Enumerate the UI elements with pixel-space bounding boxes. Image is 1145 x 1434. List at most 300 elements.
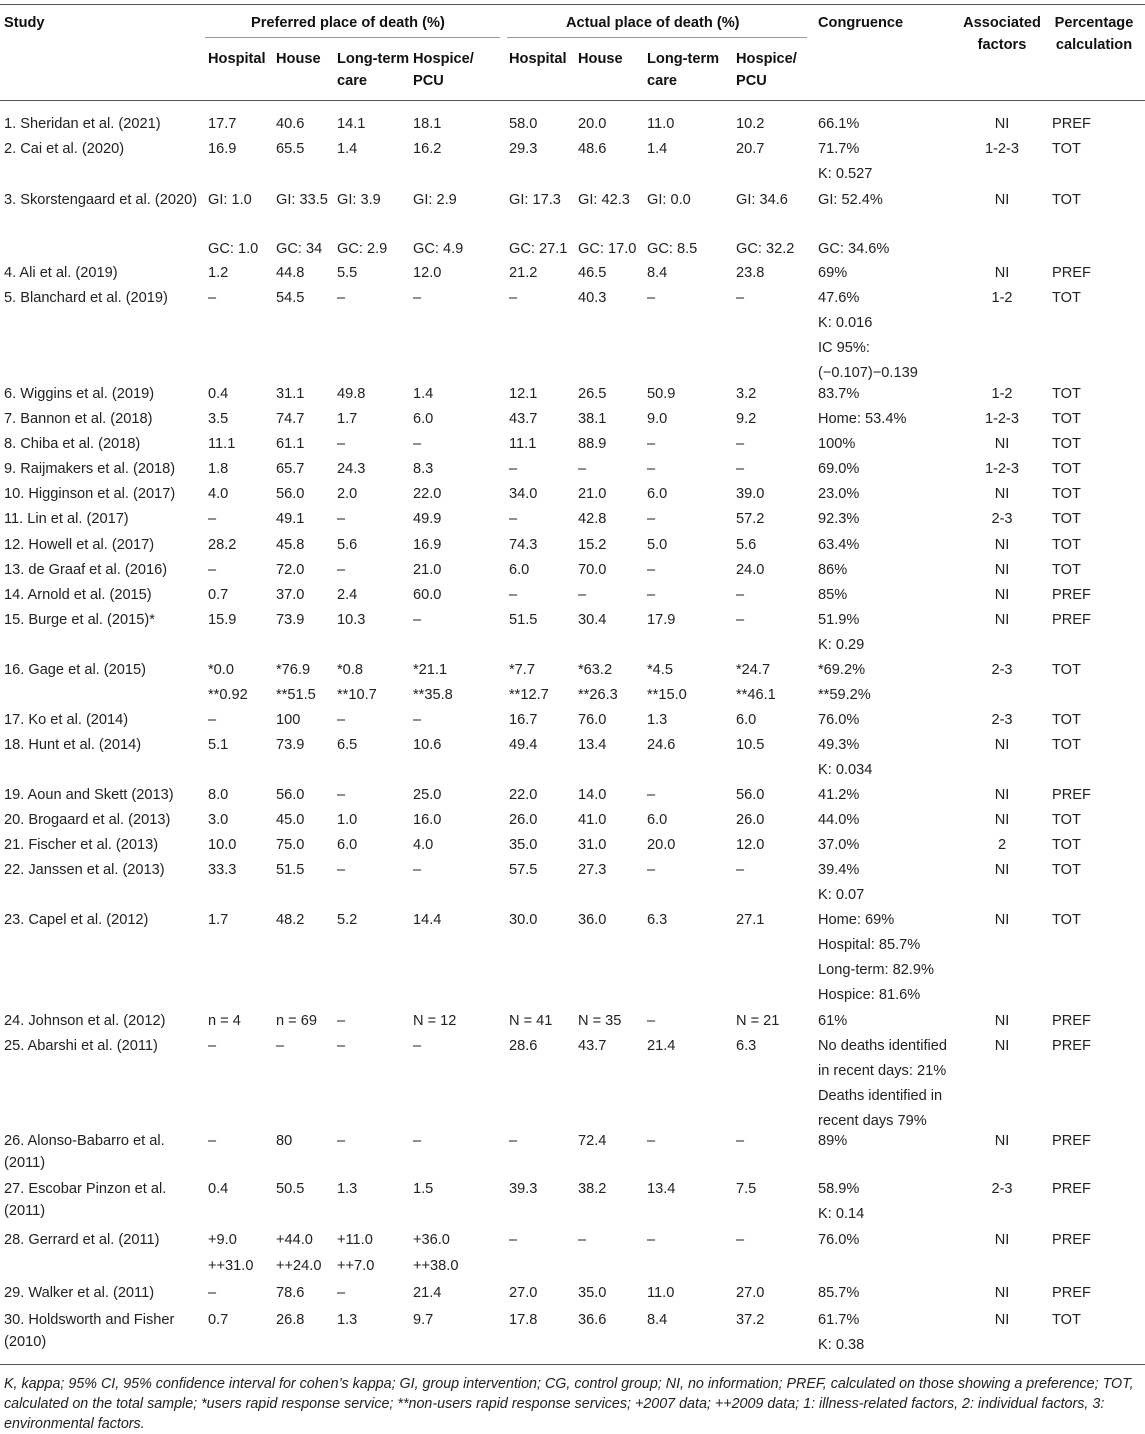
study-cell: 10. Higginson et al. (2017) xyxy=(4,486,176,502)
actual-value-cell: 35.0 xyxy=(578,1285,607,1301)
actual-value-cell: **15.0 xyxy=(647,687,687,703)
actual-value-cell: 70.0 xyxy=(578,562,607,578)
associated-factors-cell: NI xyxy=(994,737,1010,753)
study-cell: 27. Escobar Pinzon et al. (2011) xyxy=(4,1181,167,1219)
actual-value-cell: – xyxy=(736,1232,745,1248)
actual-value-cell: – xyxy=(509,587,518,603)
preferred-value-cell: 73.9 xyxy=(276,737,305,753)
associated-factors-cell: NI xyxy=(994,1133,1010,1149)
actual-value-cell: 20.0 xyxy=(578,116,607,132)
actual-value-cell: 57.2 xyxy=(736,511,765,527)
preferred-value-cell: 1.0 xyxy=(337,812,358,828)
actual-value-cell: 26.0 xyxy=(509,812,538,828)
actual-value-cell: 11.1 xyxy=(509,436,537,452)
actual-value-cell: – xyxy=(647,562,656,578)
preferred-value-cell: 6.5 xyxy=(337,737,358,753)
congruence-cell: 63.4% xyxy=(818,537,860,553)
preferred-value-cell: +9.0 xyxy=(208,1232,237,1248)
percentage-calc-cell: PREF xyxy=(1052,612,1091,628)
percentage-calc-cell: PREF xyxy=(1052,1013,1091,1029)
percentage-calc-cell: TOT xyxy=(1052,562,1081,578)
preferred-value-cell: 6.0 xyxy=(413,411,434,427)
study-cell: 16. Gage et al. (2015) xyxy=(4,662,146,678)
actual-value-cell: 27.0 xyxy=(736,1285,765,1301)
top-rule xyxy=(0,4,1145,5)
preferred-value-cell: 1.5 xyxy=(413,1181,434,1197)
preferred-value-cell: – xyxy=(208,1285,217,1301)
percentage-calc-cell: TOT xyxy=(1052,912,1081,928)
percentage-calc-cell: TOT xyxy=(1052,511,1081,527)
preferred-value-cell: 49.1 xyxy=(276,511,305,527)
congruence-cell: 66.1% xyxy=(818,116,860,132)
associated-factors-cell: NI xyxy=(994,1312,1010,1328)
actual-value-cell: – xyxy=(578,1232,587,1248)
actual-value-cell: 21.0 xyxy=(578,486,607,502)
congruence-cell: 69.0% xyxy=(818,461,860,477)
congruence-cell: 41.2% xyxy=(818,787,860,803)
actual-value-cell: 7.5 xyxy=(736,1181,757,1197)
study-cell: 12. Howell et al. (2017) xyxy=(4,537,155,553)
pref-hospital-header: Hospital xyxy=(208,51,266,67)
preferred-value-cell: – xyxy=(337,712,346,728)
actual-group-header: Actual place of death (%) xyxy=(566,15,740,31)
preferred-value-cell: 5.1 xyxy=(208,737,229,753)
congruence-cell: 83.7% xyxy=(818,386,860,402)
actual-value-cell: 49.4 xyxy=(509,737,538,753)
actual-value-cell: 13.4 xyxy=(578,737,607,753)
actual-value-cell: 36.6 xyxy=(578,1312,607,1328)
actual-value-cell: 48.6 xyxy=(578,141,607,157)
congruence-cell: 61.7% xyxy=(818,1312,860,1328)
preferred-value-cell: 45.0 xyxy=(276,812,305,828)
actual-value-cell: – xyxy=(647,862,656,878)
percentage-calc-cell: TOT xyxy=(1052,837,1081,853)
preferred-value-cell: – xyxy=(337,862,346,878)
preferred-value-cell: 3.5 xyxy=(208,411,229,427)
actual-value-cell: 57.5 xyxy=(509,862,538,878)
preferred-value-cell: 8.0 xyxy=(208,787,229,803)
congruence-header: Congruence xyxy=(818,15,904,31)
pref-house-header: House xyxy=(276,51,321,67)
actual-value-cell: 50.9 xyxy=(647,386,676,402)
percentage-calc-cell: PREF xyxy=(1052,1232,1091,1248)
associated-factors-cell: NI xyxy=(994,562,1010,578)
actual-value-cell: 12.1 xyxy=(509,386,538,402)
percentage-calc-cell: TOT xyxy=(1052,290,1081,306)
preferred-value-cell: 12.0 xyxy=(413,265,442,281)
preferred-value-cell: 1.4 xyxy=(413,386,434,402)
actual-value-cell: 17.8 xyxy=(509,1312,538,1328)
preferred-value-cell: 24.3 xyxy=(337,461,366,477)
preferred-value-cell: GC: 4.9 xyxy=(413,241,464,257)
actual-value-cell: 39.0 xyxy=(736,486,765,502)
actual-value-cell: 1.4 xyxy=(647,141,668,157)
preferred-value-cell: 1.2 xyxy=(208,265,229,281)
actual-value-cell: 6.0 xyxy=(647,486,668,502)
preferred-value-cell: GI: 2.9 xyxy=(413,192,457,208)
actual-value-cell: 13.4 xyxy=(647,1181,676,1197)
pref-hospice-header: Hospice/ PCU xyxy=(413,51,474,89)
actual-group-rule xyxy=(507,37,807,38)
preferred-value-cell: – xyxy=(337,290,346,306)
congruence-cell: K: 0.016 xyxy=(818,315,873,331)
study-cell: 14. Arnold et al. (2015) xyxy=(4,587,152,603)
preferred-value-cell: +36.0 xyxy=(413,1232,450,1248)
actual-value-cell: 35.0 xyxy=(509,837,538,853)
preferred-value-cell: 11.1 xyxy=(208,436,236,452)
preferred-value-cell: 72.0 xyxy=(276,562,305,578)
actual-value-cell: 6.0 xyxy=(736,712,757,728)
preferred-value-cell: GI: 3.9 xyxy=(337,192,381,208)
actual-value-cell: **26.3 xyxy=(578,687,618,703)
preferred-value-cell: – xyxy=(208,511,217,527)
actual-value-cell: 24.6 xyxy=(647,737,676,753)
actual-value-cell: 58.0 xyxy=(509,116,538,132)
preferred-value-cell: 16.9 xyxy=(413,537,442,553)
congruence-cell: 47.6% xyxy=(818,290,860,306)
actual-value-cell: 43.7 xyxy=(578,1038,607,1054)
preferred-value-cell: GC: 2.9 xyxy=(337,241,388,257)
preferred-value-cell: 14.4 xyxy=(413,912,442,928)
percentage-calc-cell: PREF xyxy=(1052,1038,1091,1054)
congruence-cell: 58.9% xyxy=(818,1181,860,1197)
actual-value-cell: – xyxy=(647,1013,656,1029)
preferred-value-cell: 44.8 xyxy=(276,265,305,281)
study-cell: 19. Aoun and Skett (2013) xyxy=(4,787,174,803)
preferred-value-cell: 9.7 xyxy=(413,1312,434,1328)
preferred-value-cell: *0.8 xyxy=(337,662,363,678)
actual-value-cell: – xyxy=(736,461,745,477)
congruence-cell: 51.9% xyxy=(818,612,860,628)
preferred-value-cell: 2.4 xyxy=(337,587,358,603)
study-cell: 26. Alonso-Babarro et al. (2011) xyxy=(4,1133,165,1171)
preferred-value-cell: n = 69 xyxy=(276,1013,317,1029)
study-cell: 5. Blanchard et al. (2019) xyxy=(4,290,168,306)
actual-value-cell: GI: 34.6 xyxy=(736,192,788,208)
congruence-cell: K: 0.527 xyxy=(818,166,873,182)
preferred-value-cell: n = 4 xyxy=(208,1013,241,1029)
associated-factors-cell: NI xyxy=(994,537,1010,553)
percentage-calc-cell: PREF xyxy=(1052,265,1091,281)
actual-value-cell: 30.0 xyxy=(509,912,538,928)
preferred-value-cell: – xyxy=(413,612,422,628)
associated-factors-cell: NI xyxy=(994,1285,1010,1301)
actual-value-cell: 76.0 xyxy=(578,712,607,728)
congruence-cell: 89% xyxy=(818,1133,848,1149)
preferred-value-cell: 5.6 xyxy=(337,537,358,553)
preferred-value-cell: ++7.0 xyxy=(337,1258,375,1274)
percentage-calc-cell: PREF xyxy=(1052,787,1091,803)
preferred-value-cell: 4.0 xyxy=(208,486,229,502)
preferred-value-cell: – xyxy=(337,1285,346,1301)
congruence-cell: 86% xyxy=(818,562,848,578)
actual-value-cell: GC: 27.1 xyxy=(509,241,568,257)
actual-value-cell: 34.0 xyxy=(509,486,538,502)
study-cell: 7. Bannon et al. (2018) xyxy=(4,411,153,427)
preferred-value-cell: 14.1 xyxy=(337,116,366,132)
actual-value-cell: 36.0 xyxy=(578,912,607,928)
preferred-value-cell: 40.6 xyxy=(276,116,305,132)
actual-value-cell: 8.4 xyxy=(647,265,668,281)
congruence-cell: Home: 53.4% xyxy=(818,411,907,427)
actual-value-cell: 51.5 xyxy=(509,612,538,628)
actual-value-cell: GI: 42.3 xyxy=(578,192,630,208)
associated-factors-cell: 1-2 xyxy=(991,290,1013,306)
actual-value-cell: – xyxy=(647,1133,656,1149)
preferred-value-cell: 61.1 xyxy=(276,436,305,452)
study-cell: 8. Chiba et al. (2018) xyxy=(4,436,141,452)
preferred-value-cell: 1.7 xyxy=(337,411,358,427)
preferred-value-cell: 10.6 xyxy=(413,737,442,753)
actual-value-cell: 40.3 xyxy=(578,290,607,306)
actual-value-cell: 11.0 xyxy=(647,1285,675,1301)
congruence-cell: recent days 79% xyxy=(818,1113,927,1129)
preferred-value-cell: **35.8 xyxy=(413,687,453,703)
congruence-cell: K: 0.034 xyxy=(818,762,873,778)
percentage-calc-cell: TOT xyxy=(1052,1312,1081,1328)
preferred-value-cell: 3.0 xyxy=(208,812,229,828)
actual-value-cell: 10.2 xyxy=(736,116,765,132)
actual-value-cell: 20.0 xyxy=(647,837,676,853)
actual-value-cell: GC: 8.5 xyxy=(647,241,698,257)
preferred-value-cell: **51.5 xyxy=(276,687,316,703)
preferred-value-cell: ++24.0 xyxy=(276,1258,322,1274)
preferred-value-cell: – xyxy=(337,1013,346,1029)
actual-value-cell: *63.2 xyxy=(578,662,613,678)
actual-value-cell: 14.0 xyxy=(578,787,607,803)
preferred-group-header: Preferred place of death (%) xyxy=(251,15,445,31)
preferred-value-cell: 49.9 xyxy=(413,511,442,527)
congruence-cell: 76.0% xyxy=(818,712,860,728)
actual-value-cell: *4.5 xyxy=(647,662,673,678)
congruence-cell: *69.2% xyxy=(818,662,866,678)
congruence-cell: in recent days: 21% xyxy=(818,1063,947,1079)
study-cell: 15. Burge et al. (2015)* xyxy=(4,612,155,628)
percentage-calc-cell: TOT xyxy=(1052,737,1081,753)
preferred-value-cell: +44.0 xyxy=(276,1232,313,1248)
percentage-calc-cell: TOT xyxy=(1052,141,1081,157)
actual-value-cell: – xyxy=(647,587,656,603)
preferred-value-cell: 1.3 xyxy=(337,1312,358,1328)
preferred-value-cell: GI: 1.0 xyxy=(208,192,252,208)
actual-value-cell: – xyxy=(736,1133,745,1149)
percentage-calc-cell: TOT xyxy=(1052,192,1081,208)
preferred-value-cell: – xyxy=(337,436,346,452)
preferred-value-cell: 21.4 xyxy=(413,1285,442,1301)
preferred-value-cell: – xyxy=(413,862,422,878)
preferred-group-rule xyxy=(205,37,500,38)
actual-value-cell: – xyxy=(647,436,656,452)
actual-value-cell: N = 21 xyxy=(736,1013,780,1029)
actual-value-cell: 27.3 xyxy=(578,862,607,878)
actual-value-cell: 5.6 xyxy=(736,537,757,553)
actual-value-cell: – xyxy=(736,862,745,878)
preferred-value-cell: 5.5 xyxy=(337,265,358,281)
preferred-value-cell: 49.8 xyxy=(337,386,366,402)
preferred-value-cell: 1.7 xyxy=(208,912,229,928)
actual-value-cell: 24.0 xyxy=(736,562,765,578)
actual-value-cell: 37.2 xyxy=(736,1312,765,1328)
preferred-value-cell: 22.0 xyxy=(413,486,442,502)
preferred-value-cell: 26.8 xyxy=(276,1312,305,1328)
associated-factors-cell: NI xyxy=(994,1232,1010,1248)
preferred-value-cell: 28.2 xyxy=(208,537,237,553)
preferred-value-cell: 4.0 xyxy=(413,837,434,853)
actual-value-cell: GI: 17.3 xyxy=(509,192,561,208)
actual-value-cell: 1.3 xyxy=(647,712,668,728)
preferred-value-cell: – xyxy=(337,511,346,527)
preferred-value-cell: 78.6 xyxy=(276,1285,305,1301)
study-cell: 3. Skorstengaard et al. (2020) xyxy=(4,192,198,208)
preferred-value-cell: 31.1 xyxy=(276,386,305,402)
preferred-value-cell: – xyxy=(208,1133,217,1149)
percentage-calc-cell: PREF xyxy=(1052,116,1091,132)
actual-value-cell: – xyxy=(736,587,745,603)
preferred-value-cell: 1.8 xyxy=(208,461,229,477)
act-long-term-care-header: Long-term care xyxy=(647,51,720,89)
preferred-value-cell: *76.9 xyxy=(276,662,311,678)
preferred-value-cell: **0.92 xyxy=(208,687,248,703)
actual-value-cell: – xyxy=(509,1232,518,1248)
preferred-value-cell: ++31.0 xyxy=(208,1258,254,1274)
preferred-value-cell: 1.4 xyxy=(337,141,358,157)
percentage-calc-cell: PREF xyxy=(1052,1285,1091,1301)
preferred-value-cell: GC: 34 xyxy=(276,241,323,257)
actual-value-cell: 43.7 xyxy=(509,411,538,427)
preferred-value-cell: N = 12 xyxy=(413,1013,457,1029)
associated-factors-cell: NI xyxy=(994,912,1010,928)
congruence-cell: K: 0.07 xyxy=(818,887,865,903)
actual-value-cell: – xyxy=(647,290,656,306)
act-hospice-header: Hospice/ PCU xyxy=(736,51,797,89)
congruence-cell: **59.2% xyxy=(818,687,871,703)
study-cell: 30. Holdsworth and Fisher (2010) xyxy=(4,1312,175,1350)
percentage-calc-cell: TOT xyxy=(1052,662,1081,678)
preferred-value-cell: 17.7 xyxy=(208,116,237,132)
actual-value-cell: – xyxy=(578,587,587,603)
percentage-calc-cell: PREF xyxy=(1052,587,1091,603)
actual-value-cell: 17.9 xyxy=(647,612,676,628)
preferred-value-cell: 74.7 xyxy=(276,411,305,427)
associated-factors-cell: NI xyxy=(994,612,1010,628)
percentage-calc-cell: TOT xyxy=(1052,436,1081,452)
actual-value-cell: 27.1 xyxy=(736,912,765,928)
congruence-cell: GI: 52.4% xyxy=(818,192,883,208)
preferred-value-cell: – xyxy=(413,712,422,728)
actual-value-cell: GC: 17.0 xyxy=(578,241,637,257)
actual-value-cell: 26.0 xyxy=(736,812,765,828)
preferred-value-cell: *0.0 xyxy=(208,662,234,678)
associated-factors-cell: NI xyxy=(994,1013,1010,1029)
actual-value-cell: **12.7 xyxy=(509,687,549,703)
actual-value-cell: 12.0 xyxy=(736,837,765,853)
percentage-calc-cell: PREF xyxy=(1052,1133,1091,1149)
preferred-value-cell: 37.0 xyxy=(276,587,305,603)
preferred-value-cell: 16.0 xyxy=(413,812,442,828)
preferred-value-cell: **10.7 xyxy=(337,687,377,703)
actual-value-cell: 6.3 xyxy=(647,912,668,928)
preferred-value-cell: 0.7 xyxy=(208,1312,229,1328)
percentage-calc-cell: TOT xyxy=(1052,386,1081,402)
preferred-value-cell: 10.0 xyxy=(208,837,237,853)
actual-value-cell: 29.3 xyxy=(509,141,538,157)
congruence-cell: Deaths identified in xyxy=(818,1088,943,1104)
study-header: Study xyxy=(4,15,45,31)
study-cell: 6. Wiggins et al. (2019) xyxy=(4,386,155,402)
congruence-cell: Home: 69% xyxy=(818,912,895,928)
actual-value-cell: 5.0 xyxy=(647,537,668,553)
actual-value-cell: GI: 0.0 xyxy=(647,192,691,208)
study-cell: 28. Gerrard et al. (2011) xyxy=(4,1232,160,1248)
actual-value-cell: 21.4 xyxy=(647,1038,676,1054)
associated-factors-cell: 2-3 xyxy=(991,662,1013,678)
actual-value-cell: 46.5 xyxy=(578,265,607,281)
preferred-value-cell: 25.0 xyxy=(413,787,442,803)
actual-value-cell: 72.4 xyxy=(578,1133,607,1149)
congruence-cell: 85.7% xyxy=(818,1285,860,1301)
preferred-value-cell: 45.8 xyxy=(276,537,305,553)
actual-value-cell: 27.0 xyxy=(509,1285,538,1301)
preferred-value-cell: ++38.0 xyxy=(413,1258,459,1274)
actual-value-cell: 28.6 xyxy=(509,1038,538,1054)
preferred-value-cell: 5.2 xyxy=(337,912,358,928)
actual-value-cell: GC: 32.2 xyxy=(736,241,795,257)
congruence-cell: Hospital: 85.7% xyxy=(818,937,921,953)
actual-value-cell: 38.2 xyxy=(578,1181,607,1197)
actual-value-cell: *7.7 xyxy=(509,662,535,678)
associated-factors-cell: 1-2-3 xyxy=(984,141,1020,157)
bottom-rule xyxy=(0,1364,1145,1365)
congruence-cell: No deaths identified xyxy=(818,1038,947,1054)
actual-value-cell: – xyxy=(578,461,587,477)
congruence-cell: K: 0.29 xyxy=(818,637,865,653)
actual-value-cell: 3.2 xyxy=(736,386,757,402)
percentage-calc-cell: TOT xyxy=(1052,712,1081,728)
preferred-value-cell: – xyxy=(208,562,217,578)
congruence-cell: 37.0% xyxy=(818,837,860,853)
study-cell: 9. Raijmakers et al. (2018) xyxy=(4,461,176,477)
actual-value-cell: 41.0 xyxy=(578,812,607,828)
study-cell: 2. Cai et al. (2020) xyxy=(4,141,125,157)
preferred-value-cell: GC: 1.0 xyxy=(208,241,259,257)
preferred-value-cell: *21.1 xyxy=(413,662,448,678)
preferred-value-cell: 8.3 xyxy=(413,461,434,477)
associated-factors-cell: NI xyxy=(994,192,1010,208)
actual-value-cell: 16.7 xyxy=(509,712,538,728)
actual-value-cell: 22.0 xyxy=(509,787,538,803)
preferred-value-cell: 80 xyxy=(276,1133,293,1149)
actual-value-cell: – xyxy=(509,461,518,477)
congruence-cell: Hospice: 81.6% xyxy=(818,987,921,1003)
actual-value-cell: 9.0 xyxy=(647,411,668,427)
preferred-value-cell: 65.5 xyxy=(276,141,305,157)
preferred-value-cell: 100 xyxy=(276,712,301,728)
actual-value-cell: 56.0 xyxy=(736,787,765,803)
preferred-value-cell: – xyxy=(337,562,346,578)
associated-factors-cell: NI xyxy=(994,265,1010,281)
actual-value-cell: 11.0 xyxy=(647,116,675,132)
actual-value-cell: 6.0 xyxy=(647,812,668,828)
congruence-cell: 61% xyxy=(818,1013,848,1029)
preferred-value-cell: 16.9 xyxy=(208,141,237,157)
congruence-cell: K: 0.14 xyxy=(818,1206,865,1222)
associated-factors-cell: NI xyxy=(994,486,1010,502)
congruence-cell: 92.3% xyxy=(818,511,860,527)
preferred-value-cell: 10.3 xyxy=(337,612,366,628)
actual-value-cell: 20.7 xyxy=(736,141,765,157)
preferred-value-cell: 21.0 xyxy=(413,562,442,578)
preferred-value-cell: – xyxy=(413,436,422,452)
